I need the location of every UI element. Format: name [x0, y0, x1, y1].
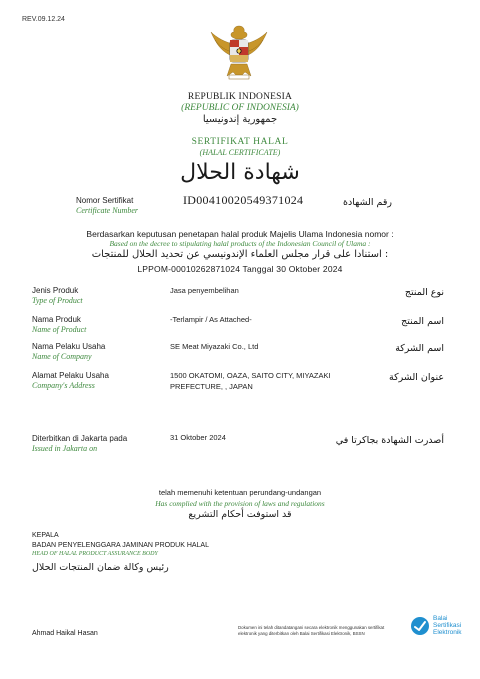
field-value: SE Meat Miyazaki Co., Ltd [170, 342, 259, 351]
field-label-ar: اسم الشركة [395, 343, 444, 354]
cert-number-label-en: Certificate Number [76, 206, 138, 215]
decree-text: Berdasarkan keputusan penetapan halal produk Majelis Ulama Indonesia nomor : [86, 229, 394, 239]
compliance-text-en: Has complied with the provision of laws and regulations [155, 499, 325, 508]
field-label-ar: اسم المنتج [401, 316, 444, 327]
field-value: 1500 OKATOMI, OAZA, SAITO CITY, MIYAZAKI [170, 371, 331, 380]
issued-label-ar: أصدرت الشهادة بجاكرتا في [335, 435, 444, 446]
bse-logo-text [433, 615, 462, 636]
e-signature-note [238, 625, 406, 637]
field-label-en: Type of Product [32, 296, 83, 305]
signer-name: Ahmad Haikal Hasan [32, 630, 98, 637]
field-value: Jasa penyembelihan [170, 286, 239, 295]
field-value: -Terlampir / As Attached- [170, 315, 252, 324]
e-signature-note-line2: elektronik yang diterbitkan oleh Balai Sertifikasi Elektronik, BSSN [238, 631, 365, 636]
field-label: Alamat Pelaku Usaha [32, 371, 109, 380]
cert-number-label: Nomor Sertifikat [76, 196, 134, 205]
issued-date: 31 Oktober 2024 [170, 433, 226, 442]
field-value-line2: PREFECTURE, , JAPAN [170, 382, 253, 391]
decree-text-ar: استنادا على قرار مجلس العلماء الإندونيسي عن تحديد الحلال للمنتجات : [91, 249, 389, 260]
compliance-text: telah memenuhi ketentuan perundang-undangan [158, 488, 322, 497]
issued-label: Diterbitkan di Jakarta pada [32, 434, 128, 443]
country-name-ar: جمهورية إندونيسيا [202, 114, 278, 125]
field-label-ar: نوع المنتج [404, 287, 444, 298]
e-signature-note-line1: Dokumen ini telah ditandatangani secara elektronik menggunakan sertifikat [238, 625, 385, 630]
country-name: REPUBLIK INDONESIA [187, 92, 293, 102]
head-title: KEPALA [32, 532, 59, 539]
bse-logo-icon [410, 616, 430, 636]
garuda-emblem-icon [207, 20, 271, 84]
bse-line3: Elektronik [433, 629, 462, 636]
certificate-title-en: (HALAL CERTIFICATE) [199, 148, 281, 157]
decree-text-en: Based on the decree to stipulating halal products of the Indonesian Council of Ulama : [109, 239, 371, 248]
cert-number-value: ID00410020549371024 [183, 193, 304, 207]
field-label-en: Name of Company [32, 352, 92, 361]
decree-number: LPPOM-00010262871024 Tanggal 30 Oktober 2024 [137, 264, 343, 274]
cert-number-label-ar: رقم الشهادة [343, 197, 392, 208]
country-name-en: (REPUBLIC OF INDONESIA) [181, 103, 299, 113]
agency-name: BADAN PENYELENGGARA JAMINAN PRODUK HALAL [32, 542, 209, 549]
compliance-text-ar: قد استوفت أحكام التشريع [188, 509, 292, 520]
bse-line1: Balai [433, 615, 448, 622]
field-label-en: Company's Address [32, 381, 95, 390]
revision-code: REV.09.12.24 [22, 16, 65, 23]
field-label: Nama Produk [32, 315, 81, 324]
field-label: Jenis Produk [32, 286, 79, 295]
field-label: Nama Pelaku Usaha [32, 342, 106, 351]
field-label-ar: عنوان الشركة [389, 372, 444, 383]
agency-name-ar: رئيس وكالة ضمان المنتجات الحلال [32, 562, 169, 573]
bse-line2: Sertifikasi [433, 622, 462, 629]
issued-label-en: Issued in Jakarta on [32, 444, 98, 453]
field-label-en: Name of Product [32, 325, 87, 334]
agency-name-en: HEAD OF HALAL PRODUCT ASSURANCE BODY [32, 551, 158, 557]
certificate-title: SERTIFIKAT HALAL [191, 137, 289, 147]
certificate-title-ar: شهادة الحلال [180, 160, 300, 185]
